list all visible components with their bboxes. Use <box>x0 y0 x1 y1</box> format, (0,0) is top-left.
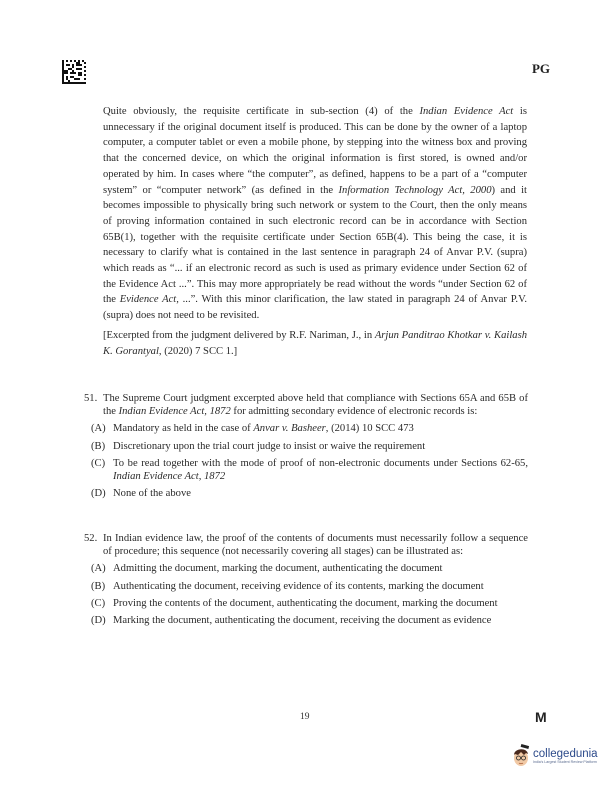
option-label: (B) <box>91 580 106 592</box>
option-text <box>113 457 528 483</box>
citation-case-name: Arjun Panditrao Khotkar v. Kailash K. Gorantyal <box>103 329 527 357</box>
option-text-italic: Indian Evidence Act, 1872 <box>113 471 226 483</box>
option-b[interactable] <box>91 580 528 593</box>
citation-text: [Excerpted from the judgment delivered by R.F. Nariman, J., in <box>103 329 375 341</box>
option-text: Marking the document, authenticating the document, receiving the document as evidence <box>113 615 492 627</box>
option-label: (A) <box>91 563 106 575</box>
option-label: (C) <box>91 457 106 469</box>
passage-text-italic: Evidence Act <box>119 294 177 306</box>
options-list <box>91 422 528 500</box>
option-text-part: None of the above <box>113 488 191 500</box>
option-label: (D) <box>91 615 106 627</box>
option-c[interactable] <box>91 457 528 483</box>
passage-text: ) and it becomes impossible to physically bring such network or system to the Court, then the only means of proving information contained in such electronic record can be in accordance with Section 65B(1), together with the requisite certificate under Section 65B(4). This being the case, it is necessary to clarify what is contained in the last sentence in paragraph 24 of Anvar P.V. (supra) which reads as “... if an electronic record as such is used as primary evidence under Section 62 of the Evidence Act ...”. This may more appropriately be read without the words “under Section 62 of the <box>103 184 527 306</box>
option-text-part: Discretionary upon the trial court judge to insist or waive the requirement <box>113 440 426 452</box>
question-stem <box>84 392 528 418</box>
option-text <box>113 440 528 453</box>
question-stem <box>84 532 528 558</box>
option-text: Proving the contents of the document, authenticating the document, marking the document <box>113 597 498 609</box>
option-label: (A) <box>91 423 106 435</box>
option-text: Authenticating the document, receiving evidence of its contents, marking the document <box>113 580 484 592</box>
option-text <box>113 487 528 500</box>
datamatrix-barcode-icon <box>62 60 86 84</box>
options-list <box>91 562 528 627</box>
option-text-part: Mandatory as held in the case of <box>113 423 254 435</box>
passage <box>103 104 527 359</box>
question-51 <box>84 392 528 504</box>
stem-text: for admitting secondary evidence of electronic records is: <box>230 406 478 418</box>
option-label: (D) <box>91 488 106 500</box>
option-a[interactable] <box>91 562 528 575</box>
stem-text-italic: Indian Evidence Act, 1872 <box>118 406 231 418</box>
student-mascot-icon <box>512 744 530 768</box>
option-b[interactable] <box>91 440 528 453</box>
brand-name: collegedunia <box>533 747 598 760</box>
option-a[interactable] <box>91 422 528 435</box>
question-number: 52. <box>84 533 98 544</box>
passage-citation <box>103 328 527 359</box>
option-text <box>113 422 528 435</box>
option-text: Admitting the document, marking the document, authenticating the document <box>113 563 443 575</box>
option-c[interactable] <box>91 597 528 610</box>
passage-text: , ...”. With this minor clarification, the law stated in paragraph 24 of Anvar P.V. (supra) does not need to be revisited. <box>103 294 528 322</box>
passage-paragraph <box>103 104 527 324</box>
question-text: In Indian evidence law, the proof of the contents of documents must necessarily follow a sequence of procedure; this sequence (not necessarily covering all stages) can be illustrated as: <box>103 533 528 558</box>
question-number: 51. <box>84 393 98 404</box>
option-d[interactable] <box>91 614 528 627</box>
passage-text-italic: Indian Evidence Act <box>419 106 514 117</box>
option-text-part: , (2014) 10 SCC 473 <box>325 423 414 435</box>
brand-tagline: India's Largest Student Review Platform <box>533 759 597 764</box>
series-code: M <box>535 709 547 725</box>
passage-text-italic: Information Technology Act, 2000 <box>338 184 492 196</box>
option-label: (C) <box>91 597 106 609</box>
option-label: (B) <box>91 440 106 452</box>
option-d[interactable] <box>91 487 528 500</box>
question-text <box>103 392 528 418</box>
page-number: 19 <box>300 712 310 722</box>
passage-text: Quite obviously, the requisite certificate in sub-section (4) of the <box>103 106 420 117</box>
stem-text: The Supreme Court judgment excerpted above held that compliance with Sections 65A and 65B of the <box>103 393 528 418</box>
paper-code: PG <box>531 61 550 76</box>
option-text-italic: Anvar v. Basheer <box>253 423 326 435</box>
brand-text <box>533 748 598 765</box>
collegedunia-logo <box>512 744 598 768</box>
passage-text: is unnecessary if the original document itself is produced. This can be done by the owner of a laptop computer, a computer tablet or even a mobile phone, by stepping into the witness box and proving that the concerned device, on which the original information is first stored, is owned and/or operated by him. In cases where “the computer”, as defined, happens to be a part of a “computer system” or “computer network” (as defined in the <box>103 106 527 196</box>
question-52 <box>84 532 528 631</box>
option-text-part: To be read together with the mode of proof of non-electronic documents under Sections 62-65, <box>113 457 528 469</box>
citation-reference: , (2020) 7 SCC 1.] <box>158 345 238 357</box>
